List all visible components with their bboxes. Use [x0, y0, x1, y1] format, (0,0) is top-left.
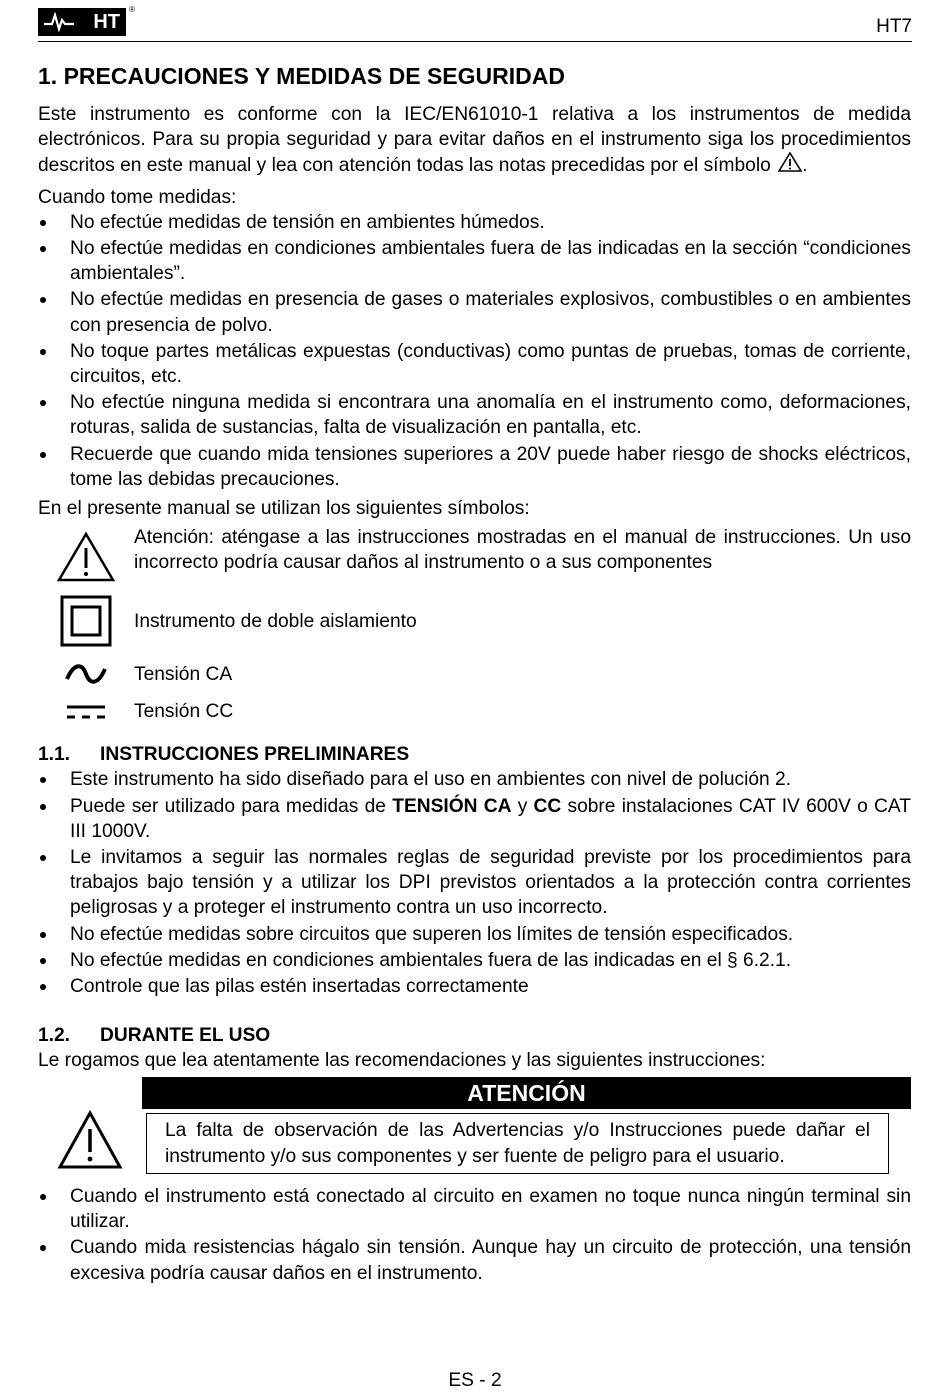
- list-item: No efectúe medidas en condiciones ambientales fuera de las indicadas en la sección “condiciones ambientales”.: [38, 236, 911, 286]
- measure-lead: Cuando tome medidas:: [38, 186, 237, 208]
- section-1-title: 1. PRECAUCIONES Y MEDIDAS DE SEGURIDAD: [38, 63, 565, 89]
- page-number: ES - 2: [448, 1370, 502, 1391]
- list-item: Cuando el instrumento está conectado al circuito en examen no toque nunca ningún terminal sin utilizar.: [38, 1184, 911, 1234]
- logo-text: HT: [93, 10, 120, 33]
- warning-text: La falta de observación de las Advertencias y/o Instrucciones puede dañar el instrumento y/o sus componentes y ser fuente de peligro para el usuario.: [146, 1113, 889, 1173]
- attention-description: Atención: aténgase a las instrucciones mostradas en el manual de instrucciones. Un uso incorrecto podría causar daños al instrumento o a sus componentes: [134, 527, 911, 574]
- list-item: No toque partes metálicas expuestas (conductivas) como puntas de pruebas, tomas de corriente, circuitos, etc.: [38, 339, 911, 389]
- ht-logo: [38, 5, 135, 36]
- intro-text: Este instrumento es conforme con la IEC/EN61010-1 relativa a los instrumentos de medida electrónicos. Para su propia seguridad y para evitar daños en el instrumento siga los procedimientos descritos en este manual y lea con atención todas las notas precedidas por el símbolo: [38, 104, 911, 177]
- section-1-1-heading: [38, 742, 911, 767]
- warning-title: ATENCIÓN: [142, 1077, 911, 1109]
- lightning-icon: [44, 12, 74, 32]
- preliminary-list: [38, 767, 911, 999]
- symbol-double-insulation-row: [38, 595, 911, 647]
- intro-paragraph: [38, 102, 911, 179]
- use-lead: Le rogamos que lea atentamente las recomendaciones y las siguientes instrucciones:: [38, 1050, 766, 1072]
- list-item: No efectúe medidas en presencia de gases o materiales explosivos, combustibles o en ambientes con presencia de polvo.: [38, 287, 911, 337]
- dc-voltage-icon: [65, 701, 107, 723]
- warning-triangle-icon: [57, 1110, 123, 1170]
- warning-block: [38, 1077, 911, 1173]
- list-item: Recuerde que cuando mida tensiones superiores a 20V puede haber riesgo de shocks eléctricos, tome las debidas precauciones.: [38, 442, 911, 492]
- model-name: HT7: [876, 16, 912, 37]
- section-1-2-heading: [38, 1023, 911, 1048]
- list-item: No efectúe medidas de tensión en ambientes húmedos.: [38, 210, 911, 235]
- attention-icon: [56, 531, 116, 583]
- section-number: 1.2.: [38, 1025, 71, 1047]
- list-item: Puede ser utilizado para medidas de TENSIÓN CA y CC sobre instalaciones CAT IV 600V o CAT III 1000V.: [38, 794, 911, 844]
- page-content: [38, 62, 911, 1287]
- symbol-dc-row: [38, 699, 911, 724]
- header-divider: [38, 41, 912, 42]
- section-title: INSTRUCCIONES PRELIMINARES: [100, 744, 410, 766]
- ac-voltage-icon: [64, 661, 108, 687]
- list-item: Controle que las pilas estén insertadas correctamente: [38, 974, 911, 999]
- list-item: No efectúe medidas en condiciones ambientales fuera de las indicadas en el § 6.2.1.: [38, 948, 911, 973]
- intro-end: .: [802, 155, 808, 177]
- section-title: DURANTE EL USO: [100, 1025, 271, 1047]
- double-insulation-description: Instrumento de doble aislamiento: [134, 610, 417, 632]
- section-number: 1.1.: [38, 744, 71, 766]
- precautions-list: [38, 210, 911, 492]
- symbol-attention-row: [38, 525, 911, 583]
- ac-description: Tensión CA: [134, 663, 233, 685]
- warning-triangle-icon: [778, 152, 802, 172]
- symbols-lead: En el presente manual se utilizan los siguientes símbolos:: [38, 498, 530, 520]
- page-header: [38, 4, 912, 42]
- registered-mark: ®: [129, 5, 135, 14]
- list-item: Este instrumento ha sido diseñado para el uso en ambientes con nivel de polución 2.: [38, 767, 911, 792]
- list-item: No efectúe ninguna medida si encontrara una anomalía en el instrumento como, deformaciones, roturas, salida de sustancias, falta de visualización en pantalla, etc.: [38, 390, 911, 440]
- list-item: No efectúe medidas sobre circuitos que superen los límites de tensión especificados.: [38, 922, 911, 947]
- double-insulation-icon: [60, 595, 112, 647]
- list-item: Cuando mida resistencias hágalo sin tensión. Aunque hay un circuito de protección, una tensión excesiva podría causar daños en el instrumento.: [38, 1235, 911, 1285]
- dc-description: Tensión CC: [134, 701, 234, 723]
- list-item: Le invitamos a seguir las normales reglas de seguridad previste por los procedimientos para trabajos bajo tensión y a utilizar los DPI previstos orientados a la protección contra corrientes peligrosas y a proteger el instrumento contra un uso incorrecto.: [38, 845, 911, 921]
- use-list: [38, 1184, 911, 1286]
- symbol-ac-row: [38, 661, 911, 687]
